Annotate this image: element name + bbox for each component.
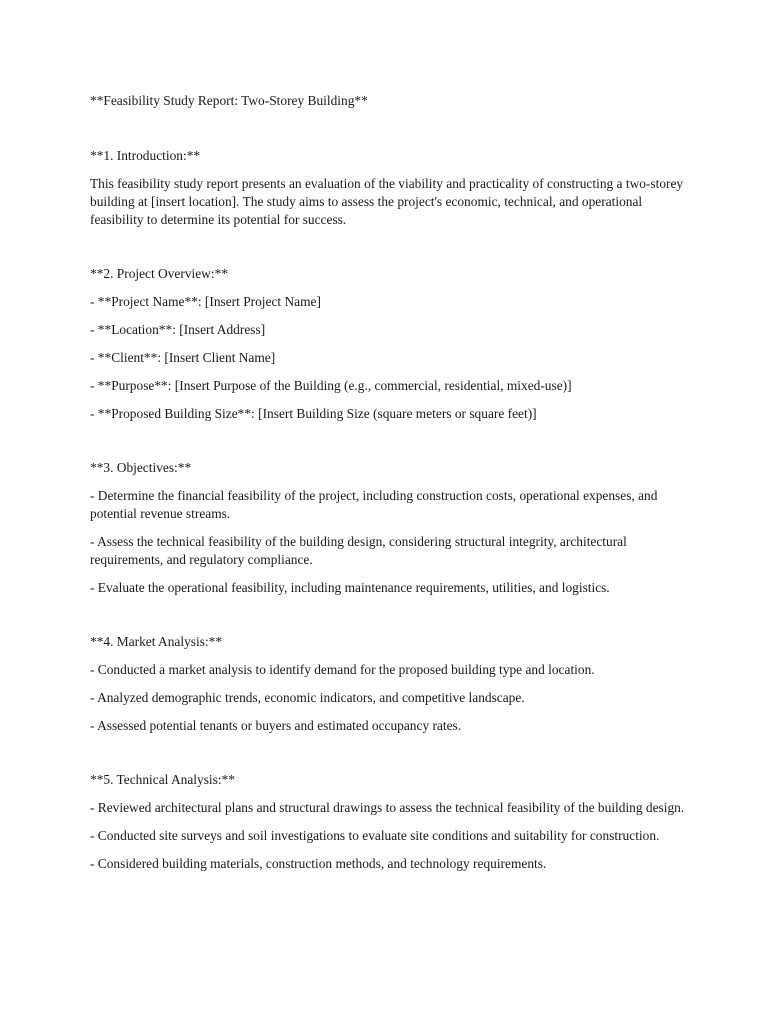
list-item: - Evaluate the operational feasibility, including maintenance requirements, utilities, and logistics. — [90, 580, 610, 595]
list-item: - Assess the technical feasibility of the building design, considering structural integrity, architectural requirements, and regulatory compliance. — [90, 534, 627, 567]
section-heading: **2. Project Overview:** — [90, 266, 228, 281]
list-item: - Determine the financial feasibility of the project, including construction costs, operational expenses, and potential revenue streams. — [90, 488, 658, 521]
section-paragraph: This feasibility study report presents an evaluation of the viability and practicality of constructing a two-storey building at [insert location]. The study aims to assess the project's economic, technical, and operational feasibility to determine its potential for success. — [90, 176, 684, 227]
list-item: - **Location**: [Insert Address] — [90, 322, 266, 337]
list-item: - Analyzed demographic trends, economic indicators, and competitive landscape. — [90, 690, 525, 705]
section-market-analysis — [90, 633, 690, 735]
list-item: - Conducted site surveys and soil investigations to evaluate site conditions and suitability for construction. — [90, 828, 660, 843]
section-project-overview — [90, 265, 690, 423]
list-item: - **Project Name**: [Insert Project Name] — [90, 294, 321, 309]
list-item: - Reviewed architectural plans and structural drawings to assess the technical feasibility of the building design. — [90, 800, 685, 815]
section-technical-analysis — [90, 771, 690, 873]
list-item: - **Proposed Building Size**: [Insert Building Size (square meters or square feet)] — [90, 406, 537, 421]
document-title: **Feasibility Study Report: Two-Storey Building** — [90, 93, 368, 108]
list-item: - **Purpose**: [Insert Purpose of the Building (e.g., commercial, residential, mixed-use)] — [90, 378, 572, 393]
section-heading: **4. Market Analysis:** — [90, 634, 223, 649]
list-item: - Considered building materials, construction methods, and technology requirements. — [90, 856, 547, 871]
section-heading: **1. Introduction:** — [90, 148, 201, 163]
section-heading: **3. Objectives:** — [90, 460, 192, 475]
list-item: - **Client**: [Insert Client Name] — [90, 350, 276, 365]
section-introduction — [90, 147, 690, 229]
section-heading: **5. Technical Analysis:** — [90, 772, 235, 787]
list-item: - Assessed potential tenants or buyers and estimated occupancy rates. — [90, 718, 462, 733]
list-item: - Conducted a market analysis to identify demand for the proposed building type and location. — [90, 662, 595, 677]
document-page — [90, 92, 690, 873]
section-objectives — [90, 459, 690, 597]
